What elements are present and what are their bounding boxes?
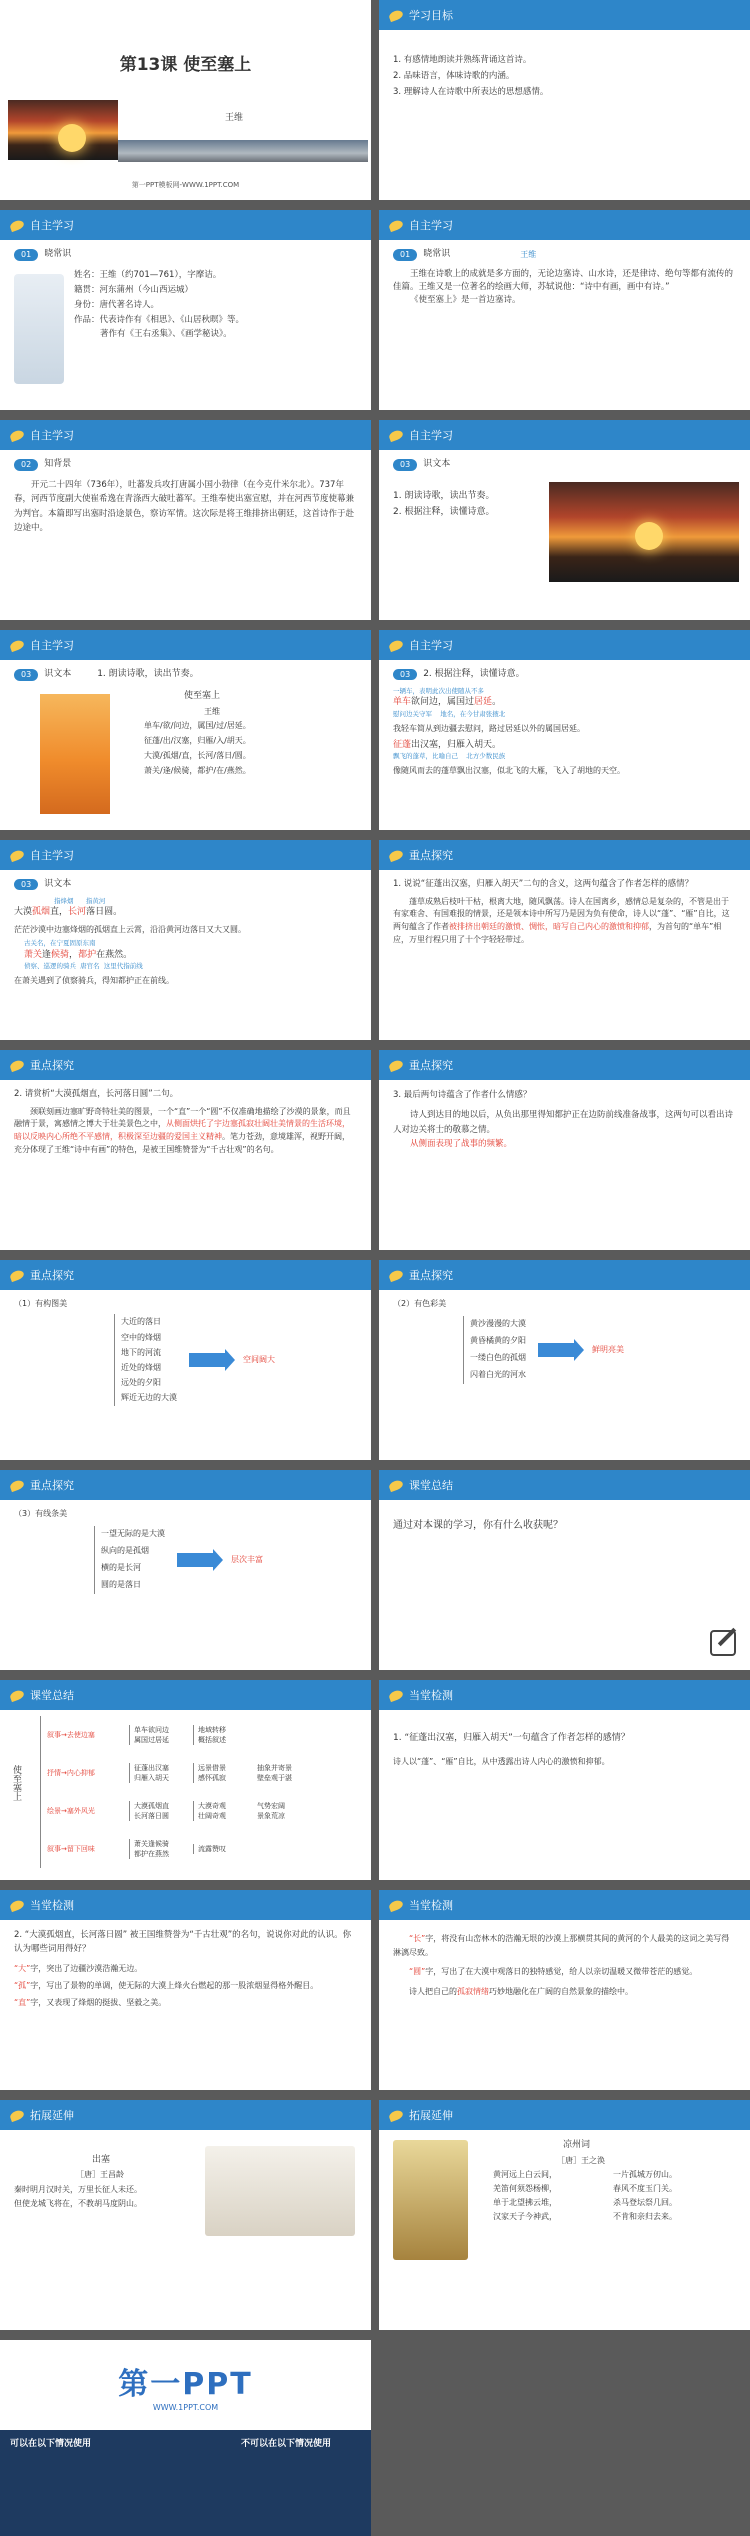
summary-note: 地域转移 — [198, 1726, 226, 1734]
summary-line: 大漠孤烟直 — [134, 1802, 169, 1810]
info-line: 身份：唐代著名诗人。 — [74, 299, 160, 310]
task-item: 2. 根据注释，读懂诗意。 — [393, 507, 495, 518]
section-label: （2）有色彩美 — [393, 1299, 447, 1308]
result: 空间阔大 — [243, 1354, 275, 1364]
poem-line: 秦时明月汉时关，万里长征人未还。 — [14, 2184, 142, 2194]
poem-title: 使至塞上 — [184, 690, 221, 701]
tag-icon — [388, 638, 404, 651]
slide-test-2: 当堂检测 2. “大漠孤烟直，长河落日圆” 被王国维赞誉为“千古壮观”的名句，说说你对此的认识。你认为哪些词用得好？ “大”字，突出了边疆沙漠浩瀚无边。 “孤”字，写出了景物的单调，使无际的大漠上烽火台燃起的那一股浓烟显得格外醒目。 “直”字，又表现了烽烟的挺拔、坚毅之美。 — [0, 1890, 371, 2090]
note: 古关名，在宁夏固原东南 — [24, 939, 96, 948]
goal-item: 1. 有感情地朗读并熟练背诵这首诗。 — [393, 55, 532, 65]
keyword: 单车 — [393, 697, 412, 708]
info-line: 姓名：王维（约701—761），字摩诘。 — [74, 269, 222, 280]
tag-icon — [9, 1688, 25, 1701]
keyword: 长河 — [68, 907, 87, 918]
summary-note: 景象荒凉 — [257, 1812, 285, 1820]
poem-author: ［唐］王之涣 — [557, 2155, 605, 2165]
slide-title — [0, 0, 371, 200]
paragraph: 《使至塞上》是一首边塞诗。 — [410, 295, 521, 306]
translation: 像随风而去的蓬草飘出汉塞，似北飞的大雁，飞入了胡地的天空。 — [393, 766, 625, 775]
keyword: 孤烟 — [32, 907, 51, 918]
section-title: 2. 根据注释，读懂诗意。 — [423, 669, 525, 679]
tag-icon — [388, 1478, 404, 1491]
slide-header: 当堂检测 — [379, 1890, 750, 1920]
slide-header: 自主学习 — [379, 630, 750, 660]
slide-summary-q — [379, 1470, 750, 1670]
keyword: 居延 — [474, 697, 493, 708]
summary-line: 征蓬出汉塞 — [134, 1764, 169, 1772]
note: 唐官名 — [80, 961, 100, 970]
summary-line: 萧关逢候骑 — [134, 1840, 169, 1848]
summary-note: 气势宏阔 — [257, 1802, 285, 1810]
slide-explore-3 — [379, 1050, 750, 1250]
highlight: 被排挤出朝廷的激愤、惆怅，暗写自己内心的激愤和抑郁 — [449, 922, 649, 932]
poem-line: 大漠/孤烟/直，长河/落日/圆。 — [144, 750, 251, 760]
keyword: 候骑 — [51, 949, 70, 960]
translation: 茫茫沙漠中边塞烽烟的孤烟直上云霄，沿沿黄河边落日又大又圆。 — [14, 924, 246, 934]
list-item: 纵向的是孤烟 — [101, 1546, 149, 1556]
slide-header: 当堂检测 — [379, 1680, 750, 1710]
slide-header: 学习目标 — [379, 0, 750, 30]
summary-key: 绘景→塞外风光 — [47, 1807, 95, 1815]
desert-image — [40, 694, 110, 814]
tag-icon — [388, 1688, 404, 1701]
slide-extend-1 — [0, 2100, 371, 2330]
edit-icon — [710, 1630, 736, 1656]
tag-icon — [9, 218, 25, 231]
summary-note: 抽象并寄景 — [257, 1764, 292, 1772]
poem-line: 单于北望拂云堆， — [493, 2197, 557, 2207]
slide-annotation-1: 自主学习 03 2. 根据注释，读懂诗意。 一辆车，表明此次出使随从不多 单车欲问边，属国过居延。 慰问边关守军 地名，在今甘肃张掖北 我轻车简从到边疆去慰问，路过居延以外的属国居延。 征蓬出汉塞，归雁入胡天。 飘飞的蓬草，比喻自己 北方少数民族 像随风而去的蓬草飘出汉塞，似北飞的大雁，飞入了胡地的天空。 — [379, 630, 750, 830]
summary-key: 抒情→内心抑郁 — [47, 1769, 95, 1777]
section-title: 知背景 — [44, 459, 72, 469]
poem-title: 出塞 — [92, 2155, 111, 2165]
tag-icon — [388, 1268, 404, 1281]
section-label: （1）有构图美 — [14, 1299, 68, 1308]
slide-header: 拓展延伸 — [0, 2100, 371, 2130]
translation: 我轻车简从到边疆去慰问，路过居延以外的属国居延。 — [393, 723, 585, 733]
highlight: 从侧面烘托了宇边塞孤寂壮阔壮美情景的生活环境，暗以反映内心所绝不平感情，积极深至边疆的爱国主义精神 — [14, 1119, 350, 1142]
usage-allowed: 可以在以下情况使用 — [10, 2439, 92, 2449]
section-number: 02 — [14, 459, 38, 471]
keyword: 萧关 — [24, 949, 43, 960]
goal-item: 3. 理解诗人在诗歌中所表达的思想感情。 — [393, 87, 549, 98]
footer-url: 第一PPT模板网-WWW.1PPT.COM — [131, 181, 240, 189]
result: 层次丰富 — [231, 1554, 263, 1564]
slide-poem — [0, 630, 371, 830]
slide-test-1 — [379, 1680, 750, 1880]
tag-icon — [388, 1058, 404, 1071]
summary-note: 壁垒观于湛 — [257, 1774, 292, 1782]
highlight: 从侧面表现了战事的频繁。 — [410, 1139, 513, 1150]
highlight: 孤寂情绪 — [457, 1986, 489, 1996]
name-tag: 王维 — [520, 249, 537, 259]
keyword: “孤” — [14, 1981, 31, 1991]
list-item: 大近的落日 — [121, 1317, 161, 1327]
slide-header: 自主学习 — [0, 420, 371, 450]
question: 通过对本课的学习，你有什么收获呢？ — [393, 1520, 563, 1531]
translation: 在萧关遇到了侦察骑兵，得知都护正在前线。 — [14, 976, 174, 985]
slide-header: 重点探究 — [379, 1050, 750, 1080]
slide-test-3: 当堂检测 “长”字，将没有山峦林木的浩瀚无垠的沙漠上那横贯其间的黄河的个人最美的这词之美写得淋漓尽致。 “圆”字，写出了在大漠中观落日的独特感觉，给人以亲切温暖又微带苍茫的感觉。 诗人把自己的孤寂情绪巧妙地融化在广阔的自然景象的描绘中。 — [379, 1890, 750, 2090]
section-number: 01 — [393, 249, 417, 261]
poem-author: ［唐］王昌龄 — [76, 2170, 124, 2180]
keyword: 征蓬 — [393, 739, 412, 750]
keyword: “圆” — [409, 1967, 426, 1977]
slide-header: 重点探究 — [379, 840, 750, 870]
poem-line: 征蓬/出/汉塞，归雁/入/胡天。 — [144, 736, 251, 746]
list-item: 一缕白色的孤烟 — [470, 1352, 526, 1362]
list-item: 横的是长河 — [101, 1562, 141, 1572]
tag-icon — [388, 428, 404, 441]
slide-header: 重点探究 — [379, 1260, 750, 1290]
summary-note: 流露赞叹 — [198, 1845, 226, 1853]
list-item: 黄沙漫漫的大漠 — [470, 1319, 526, 1329]
tag-icon — [388, 8, 404, 21]
tag-icon — [388, 2108, 404, 2121]
slide-author — [0, 210, 371, 410]
question: 2. “大漠孤烟直，长河落日圆” 被王国维赞誉为“千古壮观”的名句，说说你对此的认识。你认为哪些词用得好？ — [14, 1930, 352, 1955]
summary-note: 概括叙述 — [198, 1736, 226, 1744]
author-label: 王维 — [225, 113, 244, 123]
question: 1. “征蓬出汉塞，归雁入胡天”一句蕴含了作者怎样的感情？ — [393, 1733, 630, 1743]
note: 北方少数民族 — [466, 751, 506, 760]
tag-icon — [9, 1898, 25, 1911]
poem-line: 春风不度玉门关。 — [613, 2183, 677, 2193]
list-item: 辉近无边的大漠 — [121, 1393, 177, 1403]
poem-line: 杀马登坛祭几回。 — [613, 2197, 677, 2207]
sunset-image — [549, 482, 739, 582]
summary-note: 远景借景 — [198, 1764, 226, 1772]
answer: 诗人以“蓬”、“雁”自比，从中透露出诗人内心的激愤和抑郁。 — [393, 1756, 610, 1766]
slide-summary-map — [0, 1680, 371, 1880]
poem-title: 凉州词 — [563, 2140, 591, 2150]
note: 这里代指前线 — [103, 961, 143, 970]
list-item: 远处的夕阳 — [121, 1378, 161, 1388]
note: 指烽烟 — [54, 897, 74, 906]
instruction: 1. 朗读诗歌，读出节奏。 — [97, 669, 199, 679]
tag-icon — [9, 2108, 25, 2121]
paragraph: 王维在诗歌上的成就是多方面的，无论边塞诗、山水诗，还是律诗、绝句等都有流传的佳篇。王维又是一位著名的绘画大师，苏轼说他：“诗中有画，画中有诗。” — [393, 268, 734, 293]
usage-panel — [0, 2430, 371, 2536]
poem-line: 不肯和亲归去来。 — [613, 2211, 677, 2221]
list-item: 黄昏橘黄的夕阳 — [470, 1336, 526, 1346]
slide-lines — [0, 1470, 371, 1670]
keyword: “直” — [14, 1998, 31, 2008]
tag-icon — [388, 218, 404, 231]
summary-line: 属国过居延 — [134, 1736, 169, 1744]
footer-panel — [0, 2340, 371, 2536]
slide-annotation-2: 自主学习 03 识文本 指烽烟 指黄河 大漠孤烟直，长河落日圆。 茫茫沙漠中边塞烽烟的孤烟直上云霄，沿沿黄河边落日又大又圆。 古关名，在宁夏固原东南 萧关逢候骑，都护在燕然。 侦察、巡逻的骑兵 唐官名 这里代指前线 在萧关遇到了侦察骑兵，得知都护正在前线。 — [0, 840, 371, 1040]
list-item: 闪着白光的河水 — [470, 1369, 526, 1379]
slide-explore-1: 重点探究 1. 说说“征蓬出汉塞，归雁入胡天”二句的含义，这两句蕴含了作者怎样的感情？ 蓬草成熟后枝叶干枯，根离大地，随风飘荡。诗人在国离乡，感情总是复杂的，不管是出于有家难舍、有国难报的情景，还是领本诗中所写乃是因为负有使命，诗人以“蓬”、“雁”自比，这两句蕴含了作者被排挤出朝廷的激愤、惆怅，暗写自己内心的激愤和抑郁，为首句的“单车”相应，万里行程只用了十个字轻轻带过。 — [379, 840, 750, 1040]
tag-icon — [9, 1058, 25, 1071]
slide-header: 重点探究 — [0, 1050, 371, 1080]
goals-list — [379, 30, 750, 108]
page-title: 第13课 使至塞上 — [119, 55, 252, 75]
slide-header: 当堂检测 — [0, 1890, 371, 1920]
poem-line: 黄河远上白云间， — [493, 2169, 557, 2179]
slide-header: 自主学习 — [379, 420, 750, 450]
summary-key: 叙事→去使边塞 — [47, 1731, 95, 1739]
poem-line: 一片孤城万仞山。 — [613, 2169, 677, 2179]
slide-background — [0, 420, 371, 620]
note: 侦察、巡逻的骑兵 — [24, 961, 76, 970]
slide-explore-2: 重点探究 2. 请赏析“大漠孤烟直，长河落日圆”二句。 颈联刻画边塞旷野奇特壮美的图景，一个“直”一个“圆”不仅准确地描绘了沙漠的景象，而且融情于景，寓感情之博大于壮美景色之中，从侧面烘托了宇边塞孤寂壮阔壮美情景的生活环境，暗以反映内心所绝不平感情，积极深至边疆的爱国主义精神。笔力苍劲，意境雄浑，视野开阔，充分体现了王维“诗中有画”的特色，是被王国维赞誉为“千古壮观”的名句。 — [0, 1050, 371, 1250]
slide-text — [379, 420, 750, 620]
slide-header: 自主学习 — [0, 210, 371, 240]
slide-color — [379, 1260, 750, 1460]
summary-line: 归雁入胡天 — [134, 1774, 169, 1782]
list-item: 空中的烽烟 — [121, 1332, 161, 1342]
summary-title: 使至塞上 — [11, 1765, 21, 1801]
note: 飘飞的蓬草，比喻自己 — [393, 751, 458, 760]
info-line: 作品：代表诗作有《相思》、《山居秋暝》等。 — [74, 314, 245, 325]
portrait-image — [14, 274, 64, 384]
arrow-icon — [189, 1353, 225, 1367]
section-title: 识文本 — [44, 879, 72, 889]
result: 鲜明亮美 — [592, 1344, 624, 1354]
section-number: 03 — [14, 669, 38, 681]
section-title: 晓常识 — [423, 249, 451, 259]
slide-author-2 — [379, 210, 750, 410]
sunset-image — [8, 100, 118, 160]
poem-line: 羌笛何须怨杨柳， — [493, 2183, 557, 2193]
tag-icon — [388, 1898, 404, 1911]
paragraph: 诗人到达目的地以后，从负出那里得知都护正在边防前线准备战事，这两句可以看出诗人对边关将士的敬慕之情。 — [393, 1110, 734, 1135]
section-title: 识文本 — [44, 669, 72, 679]
summary-key: 叙事→留下回味 — [47, 1845, 95, 1853]
section-number: 03 — [14, 879, 38, 891]
ink-painting-image — [205, 2146, 355, 2236]
slide-composition — [0, 1260, 371, 1460]
info-line: 籍贯：河东蒲州（今山西运城） — [74, 284, 194, 295]
question: 2. 请赏析“大漠孤烟直，长河落日圆”二句。 — [14, 1089, 179, 1099]
section-number: 03 — [393, 459, 417, 471]
sky-image — [118, 140, 368, 162]
question: 1. 说说“征蓬出汉塞，归雁入胡天”二句的含义，这两句蕴含了作者怎样的感情？ — [393, 879, 694, 889]
summary-line: 长河落日圆 — [134, 1812, 169, 1820]
list-item: 圆的是落日 — [101, 1579, 141, 1589]
logo-url: WWW.1PPT.COM — [152, 2402, 219, 2412]
summary-line: 单车欲问边 — [134, 1726, 169, 1734]
section-label: （3）有线条美 — [14, 1509, 68, 1518]
tag-icon — [9, 848, 25, 861]
slide-header: 重点探究 — [0, 1470, 371, 1500]
slide-header: 拓展延伸 — [379, 2100, 750, 2130]
poem-line: 汉家天子今神武， — [493, 2211, 557, 2221]
goal-item: 2. 品味语言，体味诗歌的内涵。 — [393, 71, 515, 82]
tag-icon — [9, 428, 25, 441]
slide-header: 自主学习 — [379, 210, 750, 240]
logo-text: 第一PPT — [118, 2366, 253, 2402]
keyword: 都护 — [78, 949, 97, 960]
summary-note: 大漠奇观 — [198, 1802, 226, 1810]
tag-icon — [9, 1478, 25, 1491]
summary-note: 感怀孤寂 — [198, 1774, 226, 1782]
section-title: 识文本 — [423, 459, 451, 469]
question: 3. 最后两句诗蕴含了作者什么情感？ — [393, 1090, 532, 1100]
section-number: 03 — [393, 669, 417, 681]
arrow-icon — [538, 1343, 574, 1357]
tag-icon — [9, 1268, 25, 1281]
task-item: 1. 朗读诗歌，读出节奏。 — [393, 490, 495, 501]
arrow-icon — [177, 1553, 213, 1567]
note: 一辆车，表明此次出使随从不多 — [393, 687, 484, 696]
note: 指黄河 — [85, 897, 106, 906]
keyword: “长” — [409, 1934, 426, 1943]
poem-author: 王维 — [204, 706, 220, 716]
list-item: 一望无际的是大漠 — [101, 1529, 165, 1539]
section-number: 01 — [14, 249, 38, 261]
tag-icon — [388, 848, 404, 861]
poem-line: 但使龙城飞将在，不教胡马度阴山。 — [14, 2198, 142, 2208]
note: 慰问边关守军 — [393, 709, 432, 718]
slide-header: 课堂总结 — [0, 1680, 371, 1710]
info-line: 著作有《王右丞集》、《画学秘诀》。 — [100, 329, 232, 340]
section-title: 晓常识 — [44, 249, 72, 259]
slide-header: 自主学习 — [0, 840, 371, 870]
usage-denied: 不可以在以下情况使用 — [240, 2439, 331, 2449]
slide-extend-2 — [379, 2100, 750, 2330]
tag-icon — [9, 638, 25, 651]
keyword: “大” — [14, 1964, 31, 1974]
landscape-image — [393, 2140, 468, 2260]
list-item: 地下的河流 — [121, 1347, 161, 1357]
slide-header: 课堂总结 — [379, 1470, 750, 1500]
note: 地名，在今甘肃张掖北 — [440, 709, 506, 718]
list-item: 近处的烽烟 — [121, 1362, 161, 1372]
poem-line: 萧关/逢/候骑，都护/在/燕然。 — [144, 765, 251, 775]
slide-header: 重点探究 — [0, 1260, 371, 1290]
poem-line: 单车/欲/问边，属国/过/居延。 — [144, 721, 251, 731]
summary-note: 壮阔奇观 — [198, 1812, 226, 1820]
slide-goals — [379, 0, 750, 200]
summary-line: 都护在燕然 — [134, 1850, 169, 1858]
slide-header: 自主学习 — [0, 630, 371, 660]
paragraph: 开元二十四年（736年），吐蕃发兵攻打唐属小国小勃律（在今克什米尔北）。737年春，河西节度副大使崔希逸在青涤西大破吐蕃军。王维奉使出塞宣慰，并在河西节度使幕兼为判官。本篇即写出塞时沿途景色，察访军情。这次际是将王维排挤出朝廷，这首诗作于赴边途中。 — [14, 479, 355, 534]
